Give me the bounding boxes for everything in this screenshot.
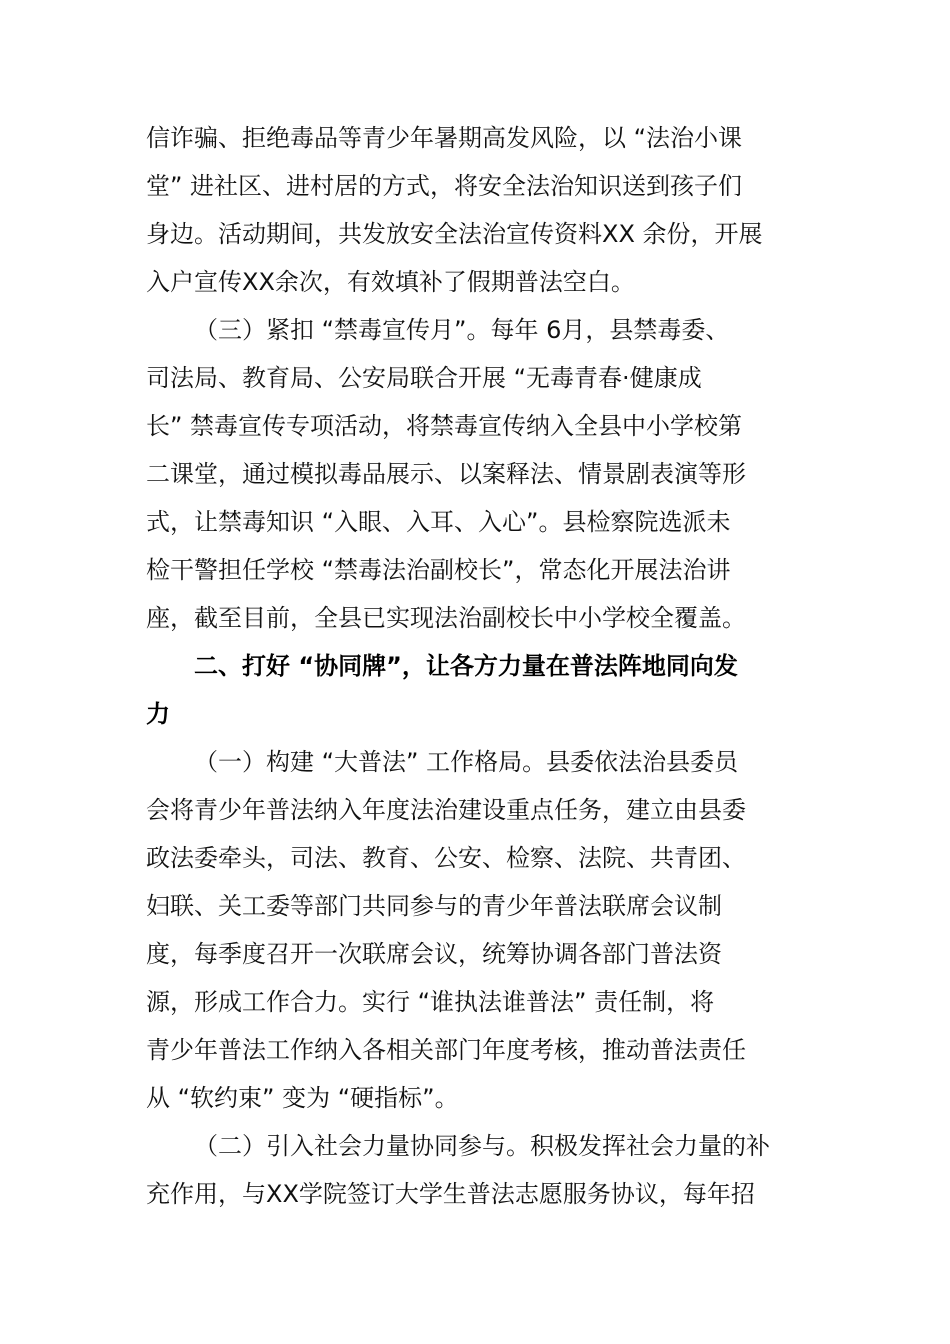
section-heading-continuation: 力 [146, 700, 170, 728]
text-line: 从 “软约束” 变为 “硬指标”。 [146, 1084, 459, 1112]
text-line: 度，每季度召开一次联席会议，统筹协调各部门普法资 [146, 940, 722, 968]
text-line: 入户宣传XX余次，有效填补了假期普法空白。 [146, 268, 635, 296]
section-heading: 二、打好 “协同牌”，让各方力量在普法阵地同向发 [194, 652, 738, 680]
text-line: 堂” 进社区、进村居的方式，将安全法治知识送到孩子们 [146, 172, 743, 200]
subsection-two-first-line: （二）引入社会力量协同参与。积极发挥社会力量的补 [194, 1132, 770, 1160]
text-line: 妇联、关工委等部门共同参与的青少年普法联席会议制 [146, 892, 722, 920]
text-line: 会将青少年普法纳入年度法治建设重点任务，建立由县委 [146, 796, 746, 824]
text-line: 源，形成工作合力。实行 “谁执法谁普法” 责任制，将 [146, 988, 715, 1016]
text-line: 青少年普法工作纳入各相关部门年度考核，推动普法责任 [146, 1036, 746, 1064]
text-line: 信诈骗、拒绝毒品等青少年暑期高发风险，以 “法治小课 [146, 124, 743, 152]
text-line: 座，截至目前，全县已实现法治副校长中小学校全覆盖。 [146, 604, 746, 632]
text-line: 长” 禁毒宣传专项活动，将禁毒宣传纳入全县中小学校第 [146, 412, 743, 440]
text-line: 二课堂，通过模拟毒品展示、以案释法、情景剧表演等形 [146, 460, 746, 488]
text-line: 司法局、教育局、公安局联合开展 “无毒青春·健康成 [146, 364, 702, 392]
text-line: 政法委牵头，司法、教育、公安、检察、法院、共青团、 [146, 844, 746, 872]
text-line: 充作用，与XX学院签订大学生普法志愿服务协议，每年招 [146, 1180, 755, 1208]
text-line: 身边。活动期间，共发放安全法治宣传资料XX 余份，开展 [146, 220, 763, 248]
text-line: 检干警担任学校 “禁毒法治副校长”，常态化开展法治讲 [146, 556, 731, 584]
section-three-first-line: （三）紧扣 “禁毒宣传月”。每年 6月，县禁毒委、 [194, 316, 730, 344]
subsection-one-first-line: （一）构建 “大普法” 工作格局。县委依法治县委员 [194, 748, 739, 776]
text-line: 式，让禁毒知识 “入眼、入耳、入心”。县检察院选派未 [146, 508, 731, 536]
